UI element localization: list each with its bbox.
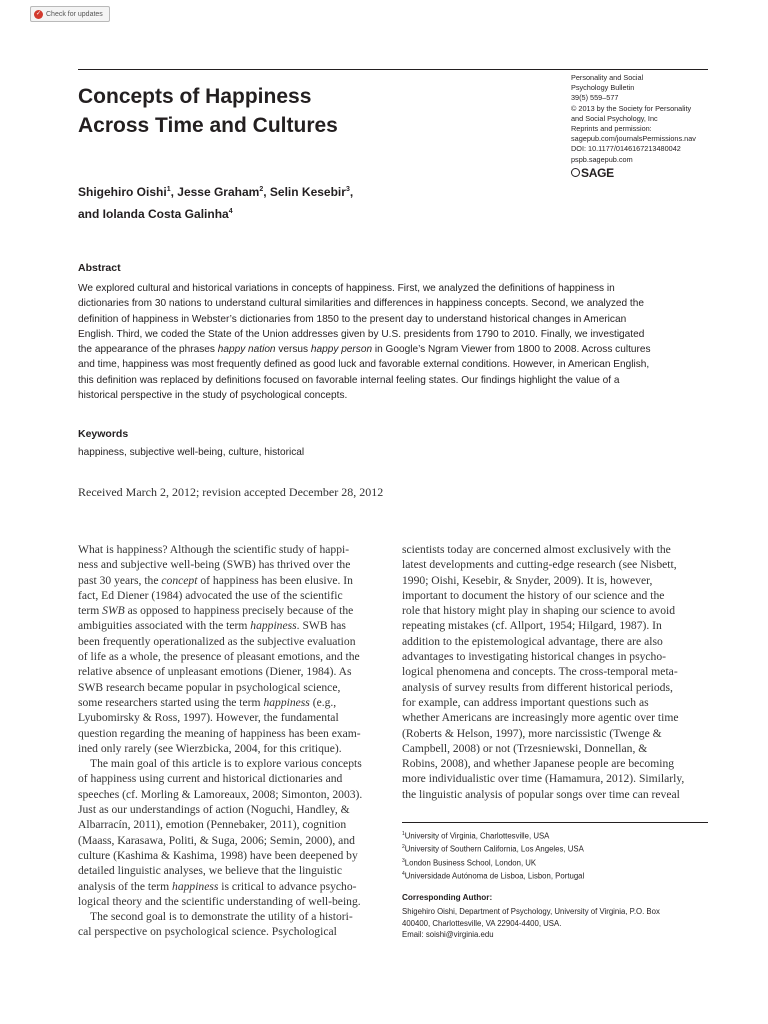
body-line: repeating mistakes (cf. Allport, 1954; Hilgard, 1987). In (402, 619, 662, 633)
body-line: Lyubomirsky & Ross, 1997). However, the fundamental (78, 711, 339, 725)
keywords-list: happiness, subjective well-being, culture, historical (78, 447, 305, 458)
abstract-line: We explored cultural and historical variations in concepts of happiness. First, we analyzed the definitions of happiness in (78, 283, 615, 294)
body-line: latest developments and cutting-edge research (see Nisbett, (402, 558, 677, 572)
text-span: as opposed to happiness precisely because of the (124, 604, 354, 618)
affiliation-text: Universidade Autónoma de Lisboa, Lisbon, Portugal (404, 871, 585, 881)
abstract-heading: Abstract (78, 262, 121, 274)
affiliations (402, 829, 708, 882)
body-line: important to document the history of our science and the (402, 588, 665, 602)
journal-line: and Social Psychology, Inc (571, 113, 658, 123)
body-line: ness and subjective well-being (SWB) has thrived over the (78, 558, 351, 572)
body-line: advantages to investigating historical changes in psycho- (402, 650, 667, 664)
affiliation-number: 3 (402, 857, 405, 864)
author-line (78, 202, 498, 224)
italic-term: concept (161, 573, 198, 587)
text-span: some researchers started using the term (78, 695, 264, 709)
author-list (78, 180, 498, 224)
body-line: fact, Ed Diener (1984) advocated the use of the scientific (78, 588, 343, 602)
author-name: Selin Kesebir (269, 185, 346, 199)
corresponding-author-heading: Corresponding Author: (402, 893, 493, 902)
body-line: The main goal of this article is to explore various concepts (90, 757, 362, 771)
body-line: role that history might play in shaping our science to avoid (402, 604, 676, 618)
affiliation-text: University of Virginia, Charlottesville, USA (404, 831, 550, 841)
abstract-line: and time, happiness was most frequently defined as good luck and favorable external conditions. However, in American English, (78, 359, 650, 371)
sage-logo-icon (571, 168, 580, 177)
text-span: of happiness has been elusive. In (197, 573, 353, 587)
footnote-rule (402, 822, 708, 823)
body-line (78, 573, 380, 588)
corresponding-author-details (402, 906, 708, 941)
affiliation-item (402, 869, 708, 882)
body-line: 1990; Oishi, Kesebir, & Snyder, 2009). It is, however, (402, 573, 653, 587)
body-line: detailed linguistic analyses, we believe that the linguistic (78, 864, 343, 878)
journal-line: DOI: 10.1177/0146167213480042 (571, 144, 681, 154)
corresponding-email[interactable]: Email: soishi@virginia.edu (402, 930, 494, 940)
body-column-left (78, 542, 380, 940)
abstract-body (78, 281, 708, 403)
body-line: more individualistic over time (Hamamura, 2012). Similarly, (402, 772, 685, 786)
sage-logo (571, 165, 721, 180)
affiliation-marker: 1 (166, 186, 171, 193)
body-line: ined only rarely (see Wierzbicka, 2004, for this critique). (78, 741, 342, 755)
body-line: for example, can address important questions such as (402, 695, 649, 709)
italic-term: SWB (102, 604, 125, 618)
corresponding-line: Shigehiro Oishi, Department of Psychology, University of Virginia, P.O. Box (402, 907, 660, 916)
header-rule (78, 69, 708, 70)
abstract-line: this definition was replaced by definitions focused on favorable internal feeling states. Our findings highlight the value of a (78, 374, 620, 386)
body-line: speeches (cf. Morling & Lamoreaux, 2008; Simonton, 2003). (78, 787, 363, 801)
italic-term: happy person (310, 344, 373, 356)
affiliation-marker: 4 (228, 208, 233, 215)
keywords-heading: Keywords (78, 428, 129, 440)
check-for-updates-badge[interactable] (30, 6, 110, 22)
corresponding-line: 400400, Charlottesville, VA 22904-4400, USA. (402, 918, 562, 928)
body-line: question regarding the meaning of happiness has been exam- (78, 726, 361, 740)
journal-line: 39(5) 559–577 (571, 93, 619, 103)
text-span: is critical to advance psycho- (218, 879, 357, 893)
affiliation-number: 2 (402, 844, 405, 851)
body-line (78, 618, 380, 633)
text-span: past 30 years, the (78, 573, 162, 587)
body-line: Albarracín, 2011), emotion (Pennebaker, 2011), cognition (78, 818, 347, 832)
journal-line: Reprints and permission: (571, 124, 652, 134)
author-name: and Iolanda Costa Galinha (78, 207, 229, 221)
body-line: (Roberts & Helson, 1997), more narcissistic (Twenge & (402, 726, 662, 740)
journal-line: Psychology Bulletin (571, 83, 635, 93)
abstract-line: definition of happiness in Webster’s dictionaries from 1850 to the present day to understand historical changes in American (78, 313, 627, 325)
text-span: versus (275, 344, 311, 356)
publisher-name: SAGE (581, 165, 614, 180)
text-span: . SWB has (296, 619, 346, 633)
author-name: Shigehiro Oishi (78, 185, 167, 199)
affiliation-text: London Business School, London, UK (404, 858, 537, 868)
author-name: Jesse Graham (177, 185, 260, 199)
body-line: whether Americans are increasingly more agentic over time (402, 711, 679, 725)
body-line: cal perspective on psychological science. Psychological (78, 925, 337, 939)
italic-term: happy nation (217, 344, 276, 356)
abstract-line: English. Third, we coded the State of the Union addresses given by U.S. presidents from 1790 to 2010. Finally, we investigated (78, 328, 645, 340)
body-line: (Maass, Karasawa, Politi, & Suga, 2006; Semin, 2000), and (78, 833, 355, 847)
body-line (78, 603, 380, 618)
body-line: culture (Kashima & Kashima, 1998) have been deepened by (78, 848, 358, 862)
text-span: the appearance of the phrases (78, 344, 218, 356)
body-line: addition to the epistemological advantage, there are also (402, 634, 663, 648)
received-dates: Received March 2, 2012; revision accepted December 28, 2012 (78, 485, 384, 499)
abstract-line: historical perspective in the study of psychological concepts. (78, 390, 348, 402)
abstract-line (78, 342, 708, 357)
body-line: analysis of survey results from different historical periods, (402, 680, 673, 694)
body-line: Campbell, 2008) or not (Trzesniewski, Donnellan, & (402, 741, 648, 755)
journal-line: pspb.sagepub.com (571, 154, 633, 164)
body-line: relative absence of unpleasant emotions (Diener, 1984). As (78, 665, 352, 679)
text-span: ambiguities associated with the term (78, 619, 251, 633)
body-line: Just as our understandings of action (Noguchi, Handley, & (78, 803, 350, 817)
body-column-right (402, 542, 708, 802)
text-span: (e.g., (309, 695, 337, 709)
body-line: What is happiness? Although the scientific study of happi- (78, 543, 350, 556)
text-span: in Google’s Ngram Viewer from 1800 to 2008. Across cultures (372, 344, 651, 356)
body-line: been frequently operationalized as the subjective evaluation (78, 634, 356, 648)
body-line: logical phenomena and concepts. The cross-temporal meta- (402, 665, 678, 679)
abstract-line: dictionaries from 30 nations to understand cultural similarities and differences in happiness concepts. Second, we analyzed the (78, 298, 644, 310)
body-line: logical theory and the scientific understanding of well-being. (78, 894, 361, 908)
italic-term: happiness (172, 879, 219, 893)
body-line: The second goal is to demonstrate the utility of a histori- (90, 910, 353, 924)
affiliation-marker: 3 (345, 186, 350, 193)
affiliation-text: University of Southern California, Los Angeles, USA (404, 844, 584, 854)
author-line: Shigehiro Oishi$^1$, Jesse Graham$^2$, Selin Kesebir$^3$, (78, 185, 354, 199)
journal-line: sagepub.com/journalsPermissions.nav (571, 134, 696, 144)
text-span: analysis of the term (78, 879, 173, 893)
affiliation-item (402, 829, 708, 842)
check-for-updates-label: Check for updates (46, 10, 103, 18)
check-updates-icon: ✓ (35, 10, 42, 17)
affiliation-number: 1 (402, 831, 405, 837)
article-title (78, 82, 498, 140)
body-line: of happiness using current and historical dictionaries and (78, 772, 343, 786)
italic-term: happiness (263, 695, 310, 709)
journal-info (571, 73, 721, 178)
body-line: scientists today are concerned almost exclusively with the (402, 543, 671, 556)
italic-term: happiness (250, 619, 297, 633)
body-line: the linguistic analysis of popular songs over time can reveal (402, 787, 680, 801)
body-line (78, 879, 380, 894)
affiliation-item (402, 842, 708, 855)
journal-line: Personality and Social (571, 73, 644, 82)
journal-line: © 2013 by the Society for Personality (571, 103, 692, 113)
title-line: Concepts of Happiness (78, 85, 312, 108)
affiliation-number: 4 (402, 870, 405, 877)
body-line: of life as a whole, the presence of pleasant emotions, and the (78, 650, 360, 664)
text-span: term (78, 604, 103, 618)
affiliation-item (402, 856, 708, 869)
affiliation-marker: 2 (259, 186, 264, 193)
body-line: SWB research became popular in psychological science, (78, 680, 341, 694)
body-line (78, 695, 380, 710)
body-line: Robins, 2008), and whether Japanese people are becoming (402, 757, 675, 771)
title-line: Across Time and Cultures (78, 114, 338, 137)
